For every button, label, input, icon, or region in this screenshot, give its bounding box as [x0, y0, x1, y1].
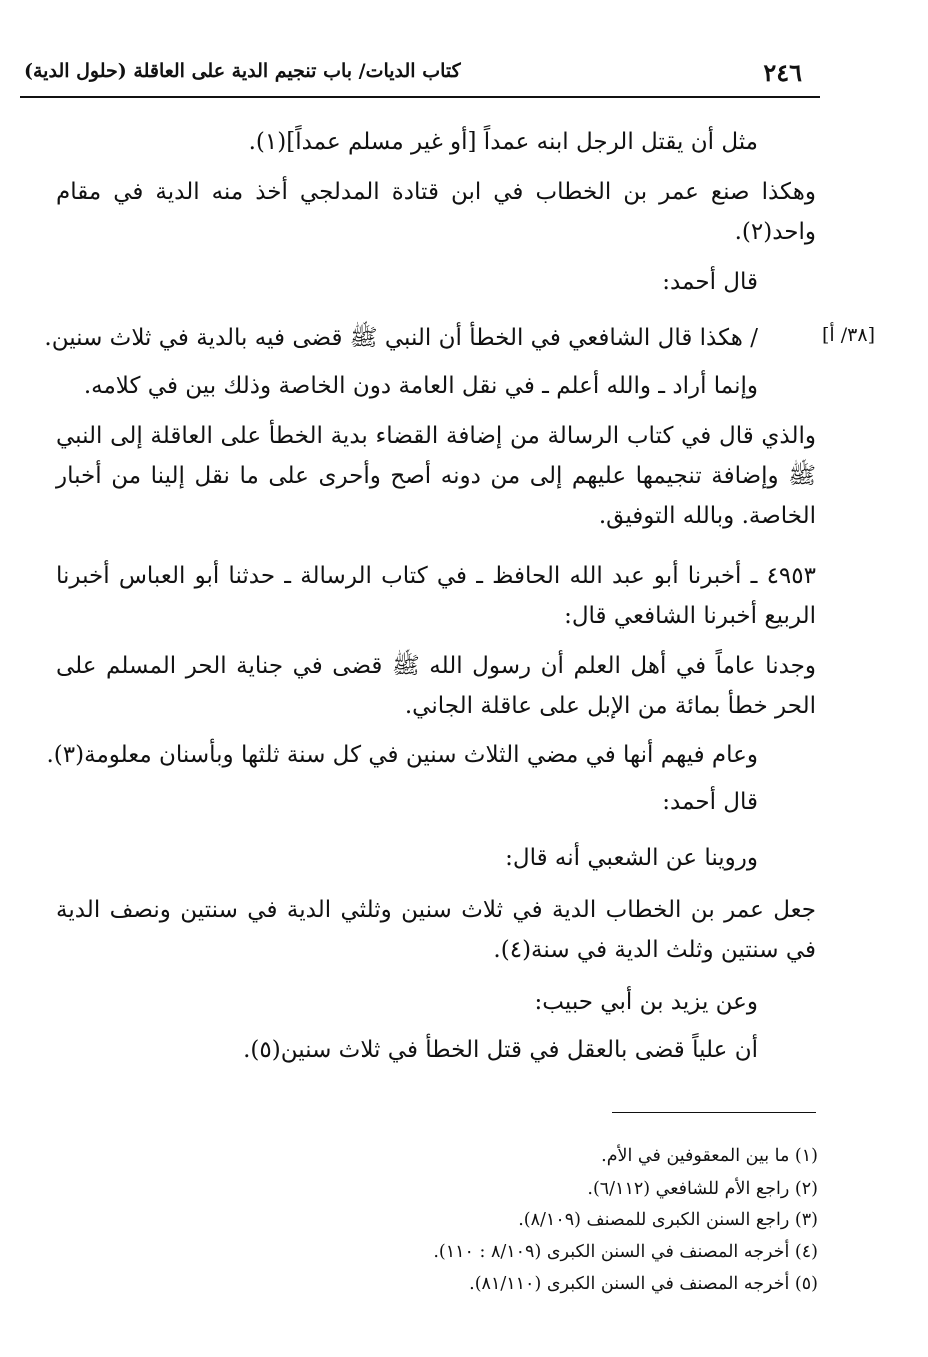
- running-title: كتاب الديات/ باب تنجيم الدية على العاقلة (حلول الدية): [24, 60, 461, 82]
- paragraph: وعام فيهم أنها في مضي الثلاث سنين في كل سنة ثلثها وبأسنان معلومة(٣).: [46, 742, 758, 768]
- footnote-rule: [612, 1112, 816, 1113]
- header-rule: [20, 96, 820, 98]
- footnote: (٢) راجع الأم للشافعي (٦/١١٢).: [587, 1179, 818, 1199]
- paragraph: وجدنا عاماً في أهل العلم أن رسول الله ﷺ قضى في جناية الحر المسلم على الحر خطأ بمائة من الإبل على عاقلة الجاني.: [56, 653, 816, 719]
- footnote: (١) ما بين المعقوفين في الأم.: [601, 1146, 818, 1166]
- page-number: ٢٤٦: [763, 58, 802, 87]
- footnote: (٥) أخرجه المصنف في السنن الكبرى (٨١/١١٠).: [469, 1274, 818, 1294]
- paragraph: جعل عمر بن الخطاب الدية في ثلاث سنين وثلثي الدية في سنتين ونصف الدية في سنتين وثلث الدية في سنة(٤).: [56, 897, 816, 963]
- paragraph: قال أحمد:: [662, 269, 758, 295]
- paragraph: أن علياً قضى بالعقل في قتل الخطأ في ثلاث سنين(٥).: [243, 1037, 758, 1063]
- margin-reference: [٣٨/ أ]: [822, 324, 875, 346]
- footnote: (٤) أخرجه المصنف في السنن الكبرى (٨/١٠٩ : ١١٠).: [433, 1242, 818, 1262]
- paragraph: / هكذا قال الشافعي في الخطأ أن النبي ﷺ قضى فيه بالدية في ثلاث سنين.: [44, 325, 758, 351]
- paragraph: مثل أن يقتل الرجل ابنه عمداً [أو غير مسلم عمداً](١).: [248, 129, 758, 155]
- paragraph: وعن يزيد بن أبي حبيب:: [534, 989, 758, 1015]
- running-header: [20, 50, 820, 90]
- paragraph: قال أحمد:: [662, 789, 758, 815]
- paragraph: ٤٩٥٣ ـ أخبرنا أبو عبد الله الحافظ ـ في كتاب الرسالة ـ حدثنا أبو العباس أخبرنا الربيع أخبرنا الشافعي قال:: [56, 563, 816, 629]
- paragraph: وروينا عن الشعبي أنه قال:: [505, 845, 758, 871]
- paragraph: وإنما أراد ـ والله أعلم ـ في نقل العامة دون الخاصة وذلك بين في كلامه.: [83, 373, 758, 399]
- footnote: (٣) راجع السنن الكبرى للمصنف (٨/١٠٩).: [518, 1210, 818, 1230]
- paragraph: وهكذا صنع عمر بن الخطاب في ابن قتادة المدلجي أخذ منه الدية في مقام واحد(٢).: [56, 179, 816, 245]
- paragraph: والذي قال في كتاب الرسالة من إضافة القضاء بدية الخطأ على العاقلة إلى النبي ﷺ وإضافة تنجيمها عليهم إلى من دونه أصح وأحرى على ما نقل إلينا من أخبار الخاصة. وبالله التوفيق.: [56, 423, 816, 529]
